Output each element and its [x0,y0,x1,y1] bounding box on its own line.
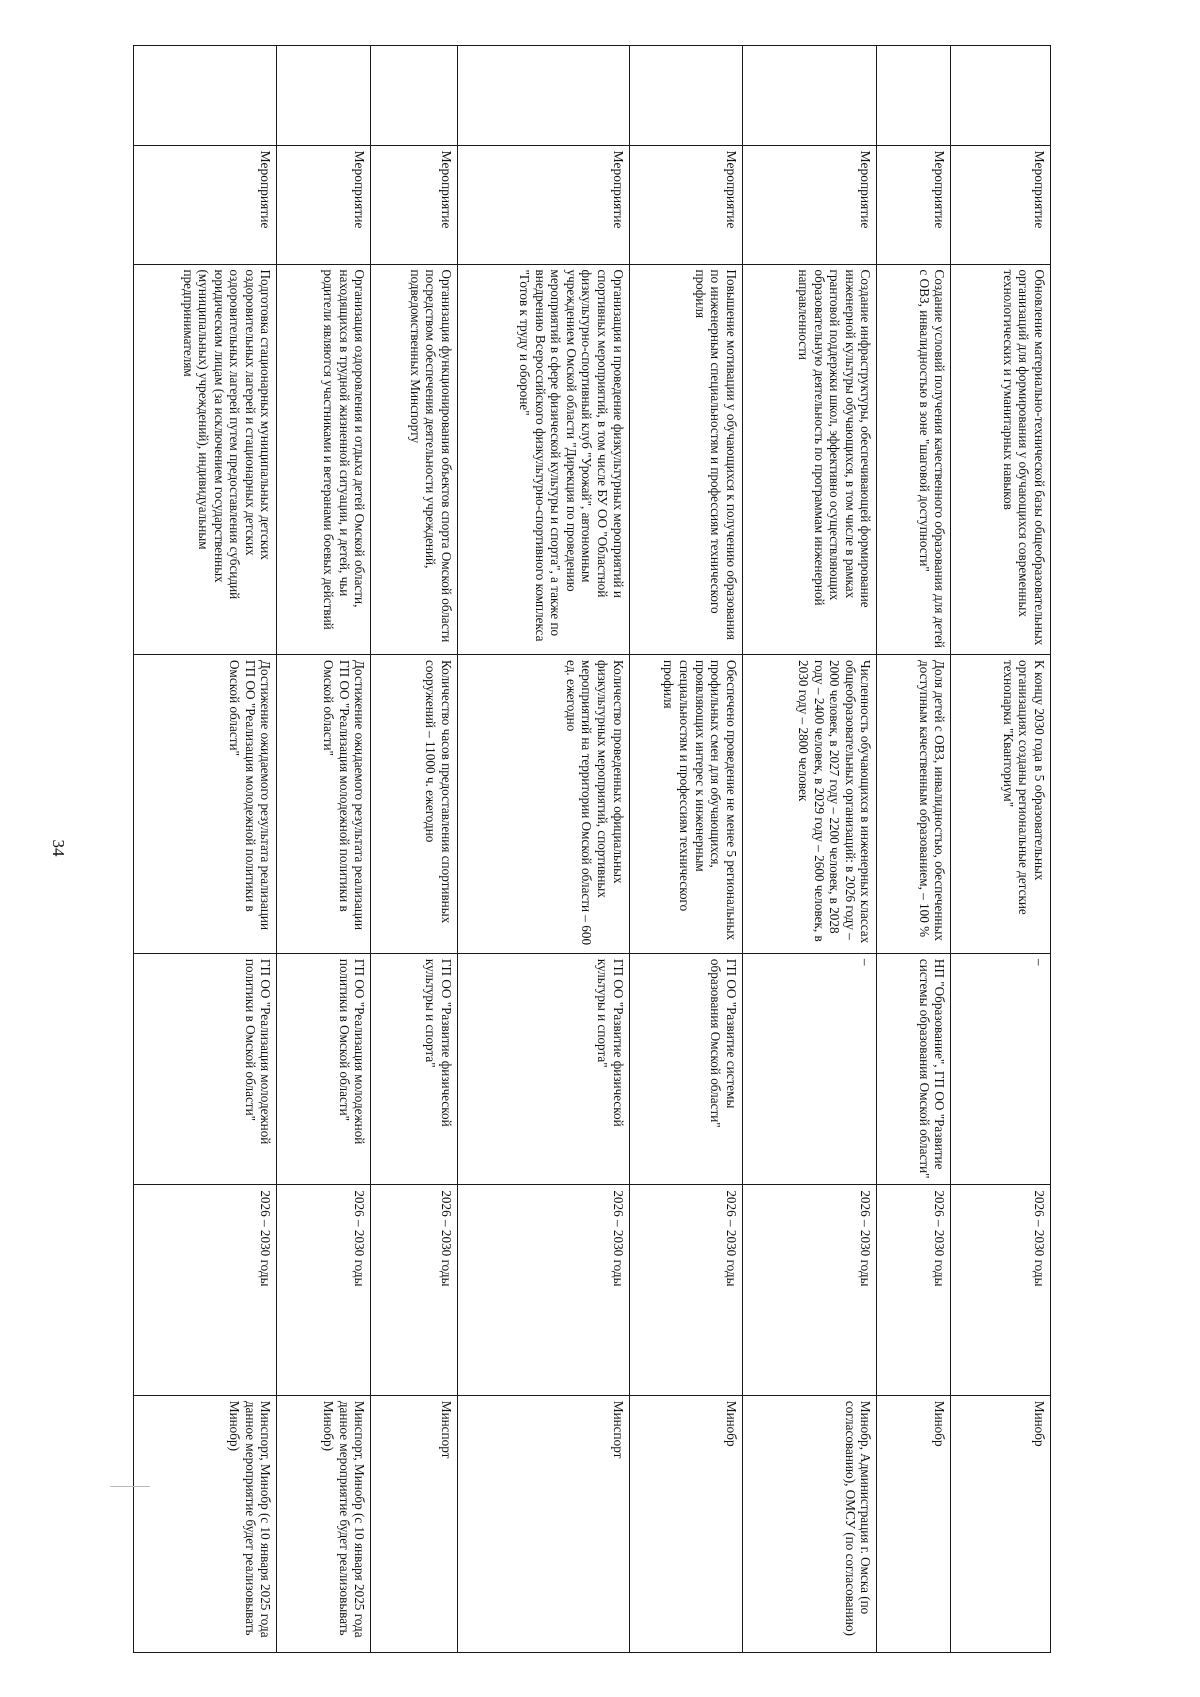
period-cell: 2026 – 2030 годы [877,1184,951,1395]
row-type-cell: Мероприятие [629,145,742,264]
executor-cell: Минспорт [457,1395,629,1652]
document-sheet [133,45,1051,1653]
row-type-cell: Мероприятие [951,145,1051,264]
row-number-cell [629,45,742,145]
executor-cell: Минспорт [371,1395,458,1652]
program-cell: ГП ОО "Развитие системы образования Омской области" [629,953,742,1184]
result-cell: Численность обучающихся в инженерных классах общеобразовательных организаций: в 2026 году – 2000 человек, в 2027 году – 2200 человек, в 2028 году – 2400 человек, в 2029 году – 2600 человек, в 2030 году – 2800 человек [742,654,877,953]
measure-name-cell: Обновление материально-технической базы общеобразовательных организаций для формирования у обучающихся современных технологических и гуманитарных навыков [951,264,1051,655]
row-type-cell: Мероприятие [134,145,277,264]
row-type-cell: Мероприятие [877,145,951,264]
result-cell: Количество часов предоставления спортивных сооружений – 11000 ч. ежегодно [371,654,458,953]
executor-cell: Минспорт, Минобр (с 10 января 2025 года данное мероприятие будет реализовывать Минобр) [277,1395,371,1652]
result-cell: Количество проведенных официальных физкультурных мероприятий, спортивных мероприятий на территории Омской области – 600 ед. ежегодно [457,654,629,953]
program-cell: ГП ОО "Развитие физической культуры и спорта" [457,953,629,1184]
program-cell: ГП ОО "Реализация молодежной политики в Омской области" [134,953,277,1184]
table-row [371,45,458,1652]
executor-cell: Минобр, Администрация г. Омска (по согласованию), ОМСУ (по согласованию) [742,1395,877,1652]
row-type-cell: Мероприятие [457,145,629,264]
measure-name-cell: Повышение мотивации у обучающихся к получению образования по инженерным специальностям и профессиям технического профиля [629,264,742,655]
program-cell: ГП ОО "Развитие физической культуры и спорта" [371,953,458,1184]
period-cell: 2026 – 2030 годы [457,1184,629,1395]
executor-cell: Минспорт, Минобр (с 10 января 2025 года данное мероприятие будет реализовывать Минобр) [134,1395,277,1652]
row-number-cell [742,45,877,145]
result-cell: Доля детей с ОВЗ, инвалидностью, обеспеченных доступным качественным образованием, – 100 % [877,654,951,953]
measure-name-cell: Организация оздоровления и отдыха детей Омской области, находящихся в трудной жизненной ситуации, и детей, чьи родители являются участниками и ветеранами боевых действий [277,264,371,655]
row-type-cell: Мероприятие [371,145,458,264]
executor-cell: Минобр [877,1395,951,1652]
executor-cell: Минобр [629,1395,742,1652]
result-cell: Достижение ожидаемого результата реализации ГП ОО "Реализация молодежной политики в Омской области" [277,654,371,953]
program-cell: ГП ОО "Реализация молодежной политики в Омской области" [277,953,371,1184]
pencil-mark [110,1486,150,1487]
program-cell: – [951,953,1051,1184]
row-number-cell [134,45,277,145]
measures-table [133,45,1051,1653]
row-type-cell: Мероприятие [742,145,877,264]
measure-name-cell: Организация функционирования объектов спорта Омской области посредством обеспечения деятельности учреждений, подведомственных Минспорту [371,264,458,655]
table-row [277,45,371,1652]
period-cell: 2026 – 2030 годы [951,1184,1051,1395]
measure-name-cell: Организация и проведение физкультурных мероприятий и спортивных мероприятий, в том числе БУ ОО "Областной физкультурно-спортивный клуб "Урожай", автономным учреждением Омской области "Дирекция по проведению мероприятий в сфере физической культуры и спорта", а также по внедрению Всероссийского физкультурно-спортивного комплекса "Готов к труду и обороне" [457,264,629,655]
period-cell: 2026 – 2030 годы [742,1184,877,1395]
page-number: 34 [49,839,68,857]
row-number-cell [457,45,629,145]
period-cell: 2026 – 2030 годы [629,1184,742,1395]
table-row [457,45,629,1652]
table-row [134,45,277,1652]
period-cell: 2026 – 2030 годы [134,1184,277,1395]
period-cell: 2026 – 2030 годы [277,1184,371,1395]
period-cell: 2026 – 2030 годы [371,1184,458,1395]
result-cell: Достижение ожидаемого результата реализации ГП ОО "Реализация молодежной политики в Омской области" [134,654,277,953]
row-number-cell [951,45,1051,145]
row-type-cell: Мероприятие [277,145,371,264]
row-number-cell [877,45,951,145]
table-row [951,45,1051,1652]
result-cell: К концу 2030 года в 5 образовательных организациях созданы региональные детские технопарки "Кванториум" [951,654,1051,953]
program-cell: – [742,953,877,1184]
row-number-cell [277,45,371,145]
table-row [742,45,877,1652]
measure-name-cell: Подготовка стационарных муниципальных детских оздоровительных лагерей и стационарных детских оздоровительных лагерей путем предоставления субсидий юридическим лицам (за исключением государственных (муниципальных) учреждений), индивидуальным предпринимателям [134,264,277,655]
table-row [629,45,742,1652]
executor-cell: Минобр [951,1395,1051,1652]
table-row [877,45,951,1652]
measure-name-cell: Создание условий получения качественного образования для детей с ОВЗ, инвалидностью в зоне "шаговой доступности" [877,264,951,655]
result-cell: Обеспечено проведение не менее 5 региональных профильных смен для обучающихся, проявляющих интерес к инженерным специальностям и профессиям технического профиля [629,654,742,953]
row-number-cell [371,45,458,145]
program-cell: НП "Образование", ГП ОО "Развитие системы образования Омской области" [877,953,951,1184]
measure-name-cell: Создание инфраструктуры, обеспечивающей формирование инженерной культуры обучающихся, в том числе в рамках грантовой поддержки школ, эффективно осуществляющих образовательную деятельность по программам инженерной направленности [742,264,877,655]
